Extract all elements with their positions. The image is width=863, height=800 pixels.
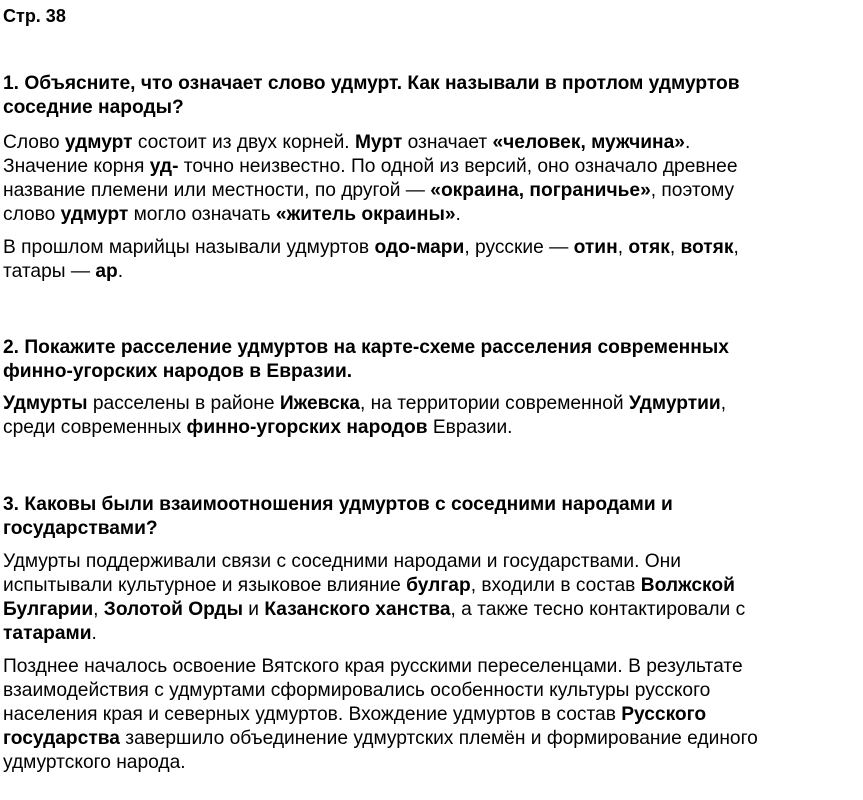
answer-3-paragraph-2: [3, 655, 863, 775]
text-run: Значение корня: [3, 156, 150, 177]
text-line: [3, 203, 863, 227]
text-line: [3, 416, 863, 440]
text-line: [3, 655, 863, 679]
text-run: Слово: [3, 132, 65, 153]
text-run: В прошлом марийцы называли удмуртов: [3, 237, 375, 258]
text-run: Удмурты поддерживали связи с соседними народами и государствами. Они: [3, 551, 681, 572]
text-line: [3, 679, 863, 703]
bold-term: булгар: [406, 575, 471, 596]
text-run: татары —: [3, 261, 96, 282]
bold-term: государства: [3, 728, 120, 749]
bold-term: одо-мари: [374, 237, 465, 258]
text-line: [3, 392, 863, 416]
text-line: [3, 574, 863, 598]
page-number-label: Стр. 38: [3, 6, 66, 26]
answer-1-paragraph-1: [3, 131, 863, 227]
text-line: [3, 550, 863, 574]
bold-term: вотяк: [680, 237, 734, 258]
question-1: [3, 72, 863, 120]
text-line: [3, 622, 863, 646]
bold-term: ар: [95, 261, 118, 282]
text-line: [3, 179, 863, 203]
text-line: [3, 131, 863, 155]
text-run: удмуртского народа.: [3, 752, 186, 773]
text-line: [3, 598, 863, 622]
bold-term: удмурт: [64, 132, 133, 153]
question-3: [3, 493, 863, 541]
question-2: [3, 336, 863, 384]
bold-term: финно-угорских народов: [186, 417, 428, 438]
bold-term: Русского: [621, 704, 707, 725]
question-1-line: 1. Объясните, что означает слово удмурт. Как называли в протлом удмуртов: [3, 73, 740, 94]
text-run: .: [455, 204, 461, 225]
text-run: и: [242, 599, 265, 620]
text-line: [3, 751, 863, 775]
text-run: Позднее началось освоение Вятского края русскими переселенцами. В результате: [3, 656, 743, 677]
text-run: населения края и северных удмуртов. Вхождение удмуртов в состав: [3, 704, 622, 725]
text-run: Евразии.: [427, 417, 513, 438]
bold-term: Золотой Орды: [103, 599, 243, 620]
answer-3-paragraph-1: [3, 550, 863, 646]
text-line: [3, 260, 863, 284]
text-run: слово: [3, 204, 61, 225]
bold-term: «окраина, пограничье»: [430, 180, 651, 201]
text-run: , а также тесно контактировали с: [450, 599, 746, 620]
text-run: , на территории современной: [359, 393, 629, 414]
text-run: , входили в состав: [470, 575, 641, 596]
bold-term: Волжской: [640, 575, 735, 596]
bold-term: Ижевска: [279, 393, 360, 414]
text-run: ,: [93, 599, 104, 620]
text-line: [3, 703, 863, 727]
bold-term: Мурт: [354, 132, 403, 153]
text-run: , русские —: [464, 237, 574, 258]
bold-term: уд-: [149, 156, 179, 177]
bold-term: Булгарии: [3, 599, 94, 620]
text-run: означает: [402, 132, 493, 153]
text-run: , поэтому: [650, 180, 735, 201]
bold-term: Казанского ханства: [264, 599, 451, 620]
question-2-line: финно-угорских народов в Евразии.: [3, 361, 353, 382]
text-line: [3, 155, 863, 179]
text-line: [3, 236, 863, 260]
answer-2-paragraph-1: [3, 392, 863, 440]
text-run: точно неизвестно. По одной из версий, оно означало древнее: [178, 156, 738, 177]
text-run: состоит из двух корней.: [132, 132, 355, 153]
text-run: завершило объединение удмуртских племён и формирование единого: [119, 728, 758, 749]
text-run: среди современных: [3, 417, 187, 438]
bold-term: Удмурты: [3, 393, 88, 414]
text-run: ,: [733, 237, 739, 258]
text-run: ,: [617, 237, 629, 258]
answer-1-paragraph-2: [3, 236, 863, 284]
bold-term: татарами: [3, 623, 92, 644]
text-run: испытывали культурное и языковое влияние: [3, 575, 407, 596]
text-run: могло означать: [128, 204, 276, 225]
question-3-line: государствами?: [3, 518, 158, 539]
text-run: название племени или местности, по другой —: [3, 180, 431, 201]
text-line: [3, 727, 863, 751]
text-run: ,: [669, 237, 681, 258]
bold-term: удмурт: [60, 204, 129, 225]
text-run: расселены в районе: [87, 393, 280, 414]
text-run: .: [91, 623, 97, 644]
text-run: .: [117, 261, 124, 282]
bold-term: отин: [573, 237, 618, 258]
question-2-line: 2. Покажите расселение удмуртов на карте-схеме расселения современных: [3, 337, 729, 358]
text-run: взаимодействия с удмуртами сформировались особенности культуры русского: [3, 680, 711, 701]
bold-term: Удмуртии: [628, 393, 721, 414]
bold-term: отяк: [628, 237, 670, 258]
question-1-line: соседние народы?: [3, 97, 184, 118]
question-3-line: 3. Каковы были взаимоотношения удмуртов с соседними народами и: [3, 494, 673, 515]
bold-term: «житель окраины»: [275, 204, 456, 225]
text-run: ,: [720, 393, 727, 414]
bold-term: «человек, мужчина»: [492, 132, 685, 153]
text-run: .: [684, 132, 691, 153]
